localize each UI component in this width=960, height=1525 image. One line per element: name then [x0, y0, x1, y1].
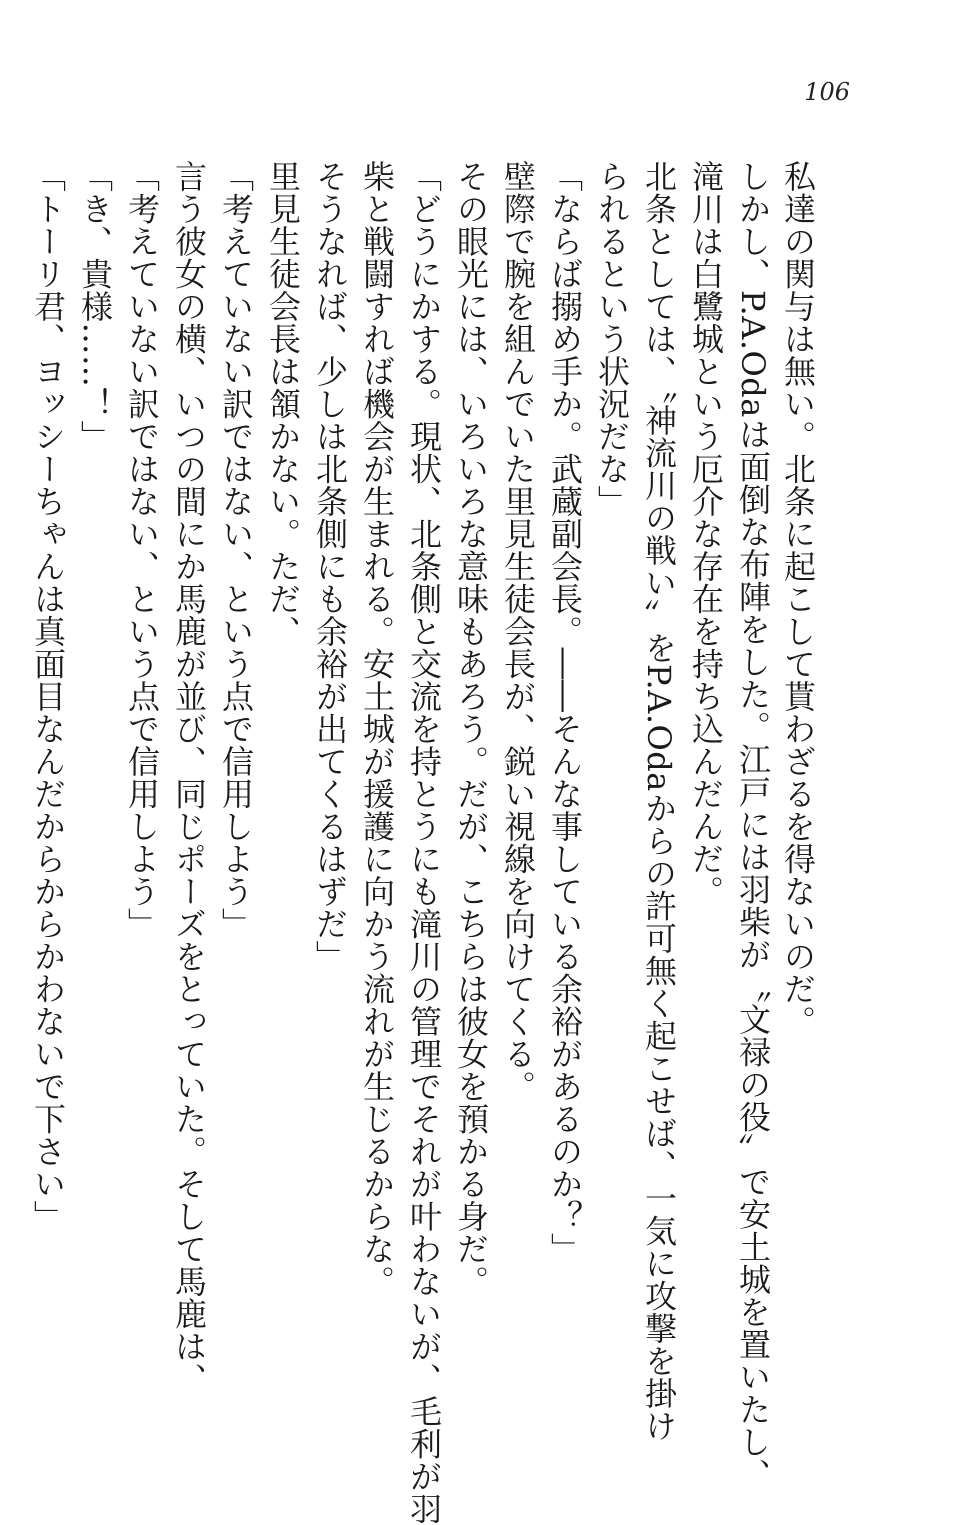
text-line-13: 「考えていない訳ではない、という点で信用しよう」: [217, 160, 255, 940]
text-line-4: 北条としては、〝神流川の戦い〟をP.A.Odaからの許可無く起こせば、一気に攻撃を掛け: [640, 160, 678, 1442]
text-line-12: 里見生徒会長は頷かない。ただ、: [264, 160, 302, 648]
text-line-3: 滝川は白鷺城という厄介な存在を持ち込んだんだ。: [687, 160, 725, 908]
text-line-5: られるという状況だな」: [593, 160, 631, 518]
text-line-6: 「ならば搦め手か。武蔵副会長。――そんな事している余裕があるのか？」: [546, 160, 584, 1265]
text-line-7: 壁際で腕を組んでいた里見生徒会長が、鋭い視線を向けてくる。: [499, 160, 537, 1103]
text-line-1: 私達の関与は無い。北条に起こして貰わざるを得ないのだ。: [779, 160, 817, 1038]
text-line-17: 「トーリ君、ヨッシーちゃんは真面目なんだからからかわないで下さい」: [29, 160, 67, 1233]
text-line-16: 「き、貴様……！」: [76, 160, 114, 453]
page-number: 106: [804, 78, 850, 106]
text-line-15: 「考えていない訳ではない、という点で信用しよう」: [123, 160, 161, 940]
text-line-10: 柴と戦闘すれば機会が生まれる。安土城が援護に向かう流れが生じるからな。: [358, 160, 396, 1298]
text-line-2: しかし、P.A.Odaは面倒な布陣をした。江戸には羽柴が〝文禄の役〟で安土城を置いたし、: [734, 160, 772, 1491]
text-line-9: 「どうにかする。現状、北条側と交流を持とうにも滝川の管理でそれが叶わないが、毛利が羽: [405, 160, 443, 1525]
text-line-11: そうなれば、少しは北条側にも余裕が出てくるはずだ」: [311, 160, 349, 973]
text-line-8: その眼光には、いろいろな意味もあろう。だが、こちらは彼女を預かる身だ。: [452, 160, 490, 1298]
text-line-14: 言う彼女の横、いつの間にか馬鹿が並び、同じポーズをとっていた。そして馬鹿は、: [170, 160, 208, 1395]
